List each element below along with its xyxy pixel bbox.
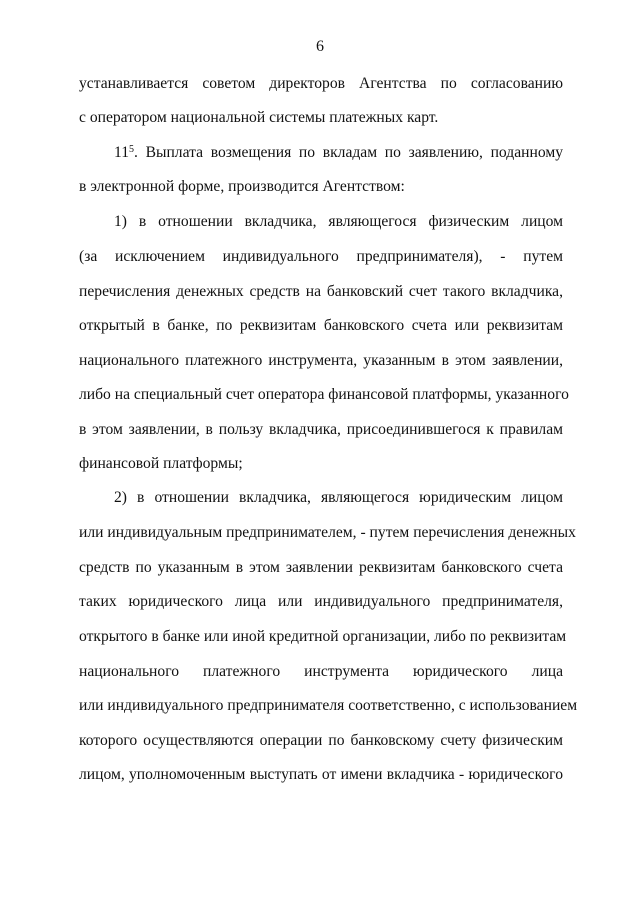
text-line: в электронной форме, производится Агентством: <box>79 178 405 195</box>
text-line: 2) в отношении вкладчика, являющегося юридическим лицом <box>114 489 563 506</box>
text-line: средств по указанным в этом заявлении реквизитам банковского счета <box>79 559 563 576</box>
text-line: 1) в отношении вкладчика, являющегося физическим лицом <box>114 213 563 230</box>
text-line: открытый в банке, по реквизитам банковского счета или реквизитам <box>79 317 563 334</box>
item-number: 11 <box>114 144 130 161</box>
item-number-superscript: 5 <box>129 144 135 155</box>
text-line: (за исключением индивидуального предпринимателя), - путем <box>79 248 563 265</box>
text-line: которого осуществляются операции по банковскому счету физическим <box>79 732 563 749</box>
text-line: или индивидуального предпринимателя соответственно, с использованием <box>79 697 578 714</box>
text-line: лицом, уполномоченным выступать от имени вкладчика - юридического <box>79 766 563 783</box>
text-line: или индивидуальным предпринимателем, - путем перечисления денежных <box>79 524 576 541</box>
page-number: 6 <box>316 38 324 55</box>
text-line: с оператором национальной системы платежных карт. <box>79 109 439 126</box>
text-line <box>114 144 563 162</box>
text-line: либо на специальный счет оператора финансовой платформы, указанного <box>79 386 569 403</box>
text-line: открытого в банке или иной кредитной организации, либо по реквизитам <box>79 628 567 645</box>
text-line: в этом заявлении, в пользу вкладчика, присоединившегося к правилам <box>79 421 563 438</box>
text-line: финансовой платформы; <box>79 455 243 472</box>
text-line: устанавливается советом директоров Агентства по согласованию <box>79 75 563 92</box>
text-line: национального платежного инструмента юридического лица <box>79 663 563 680</box>
item-text: . Выплата возмещения по вкладам по заявлению, поданному <box>134 144 563 161</box>
text-line: национального платежного инструмента, указанным в этом заявлении, <box>79 352 563 369</box>
text-line: перечисления денежных средств на банковский счет такого вкладчика, <box>79 283 563 300</box>
text-line: таких юридического лица или индивидуального предпринимателя, <box>79 593 563 610</box>
